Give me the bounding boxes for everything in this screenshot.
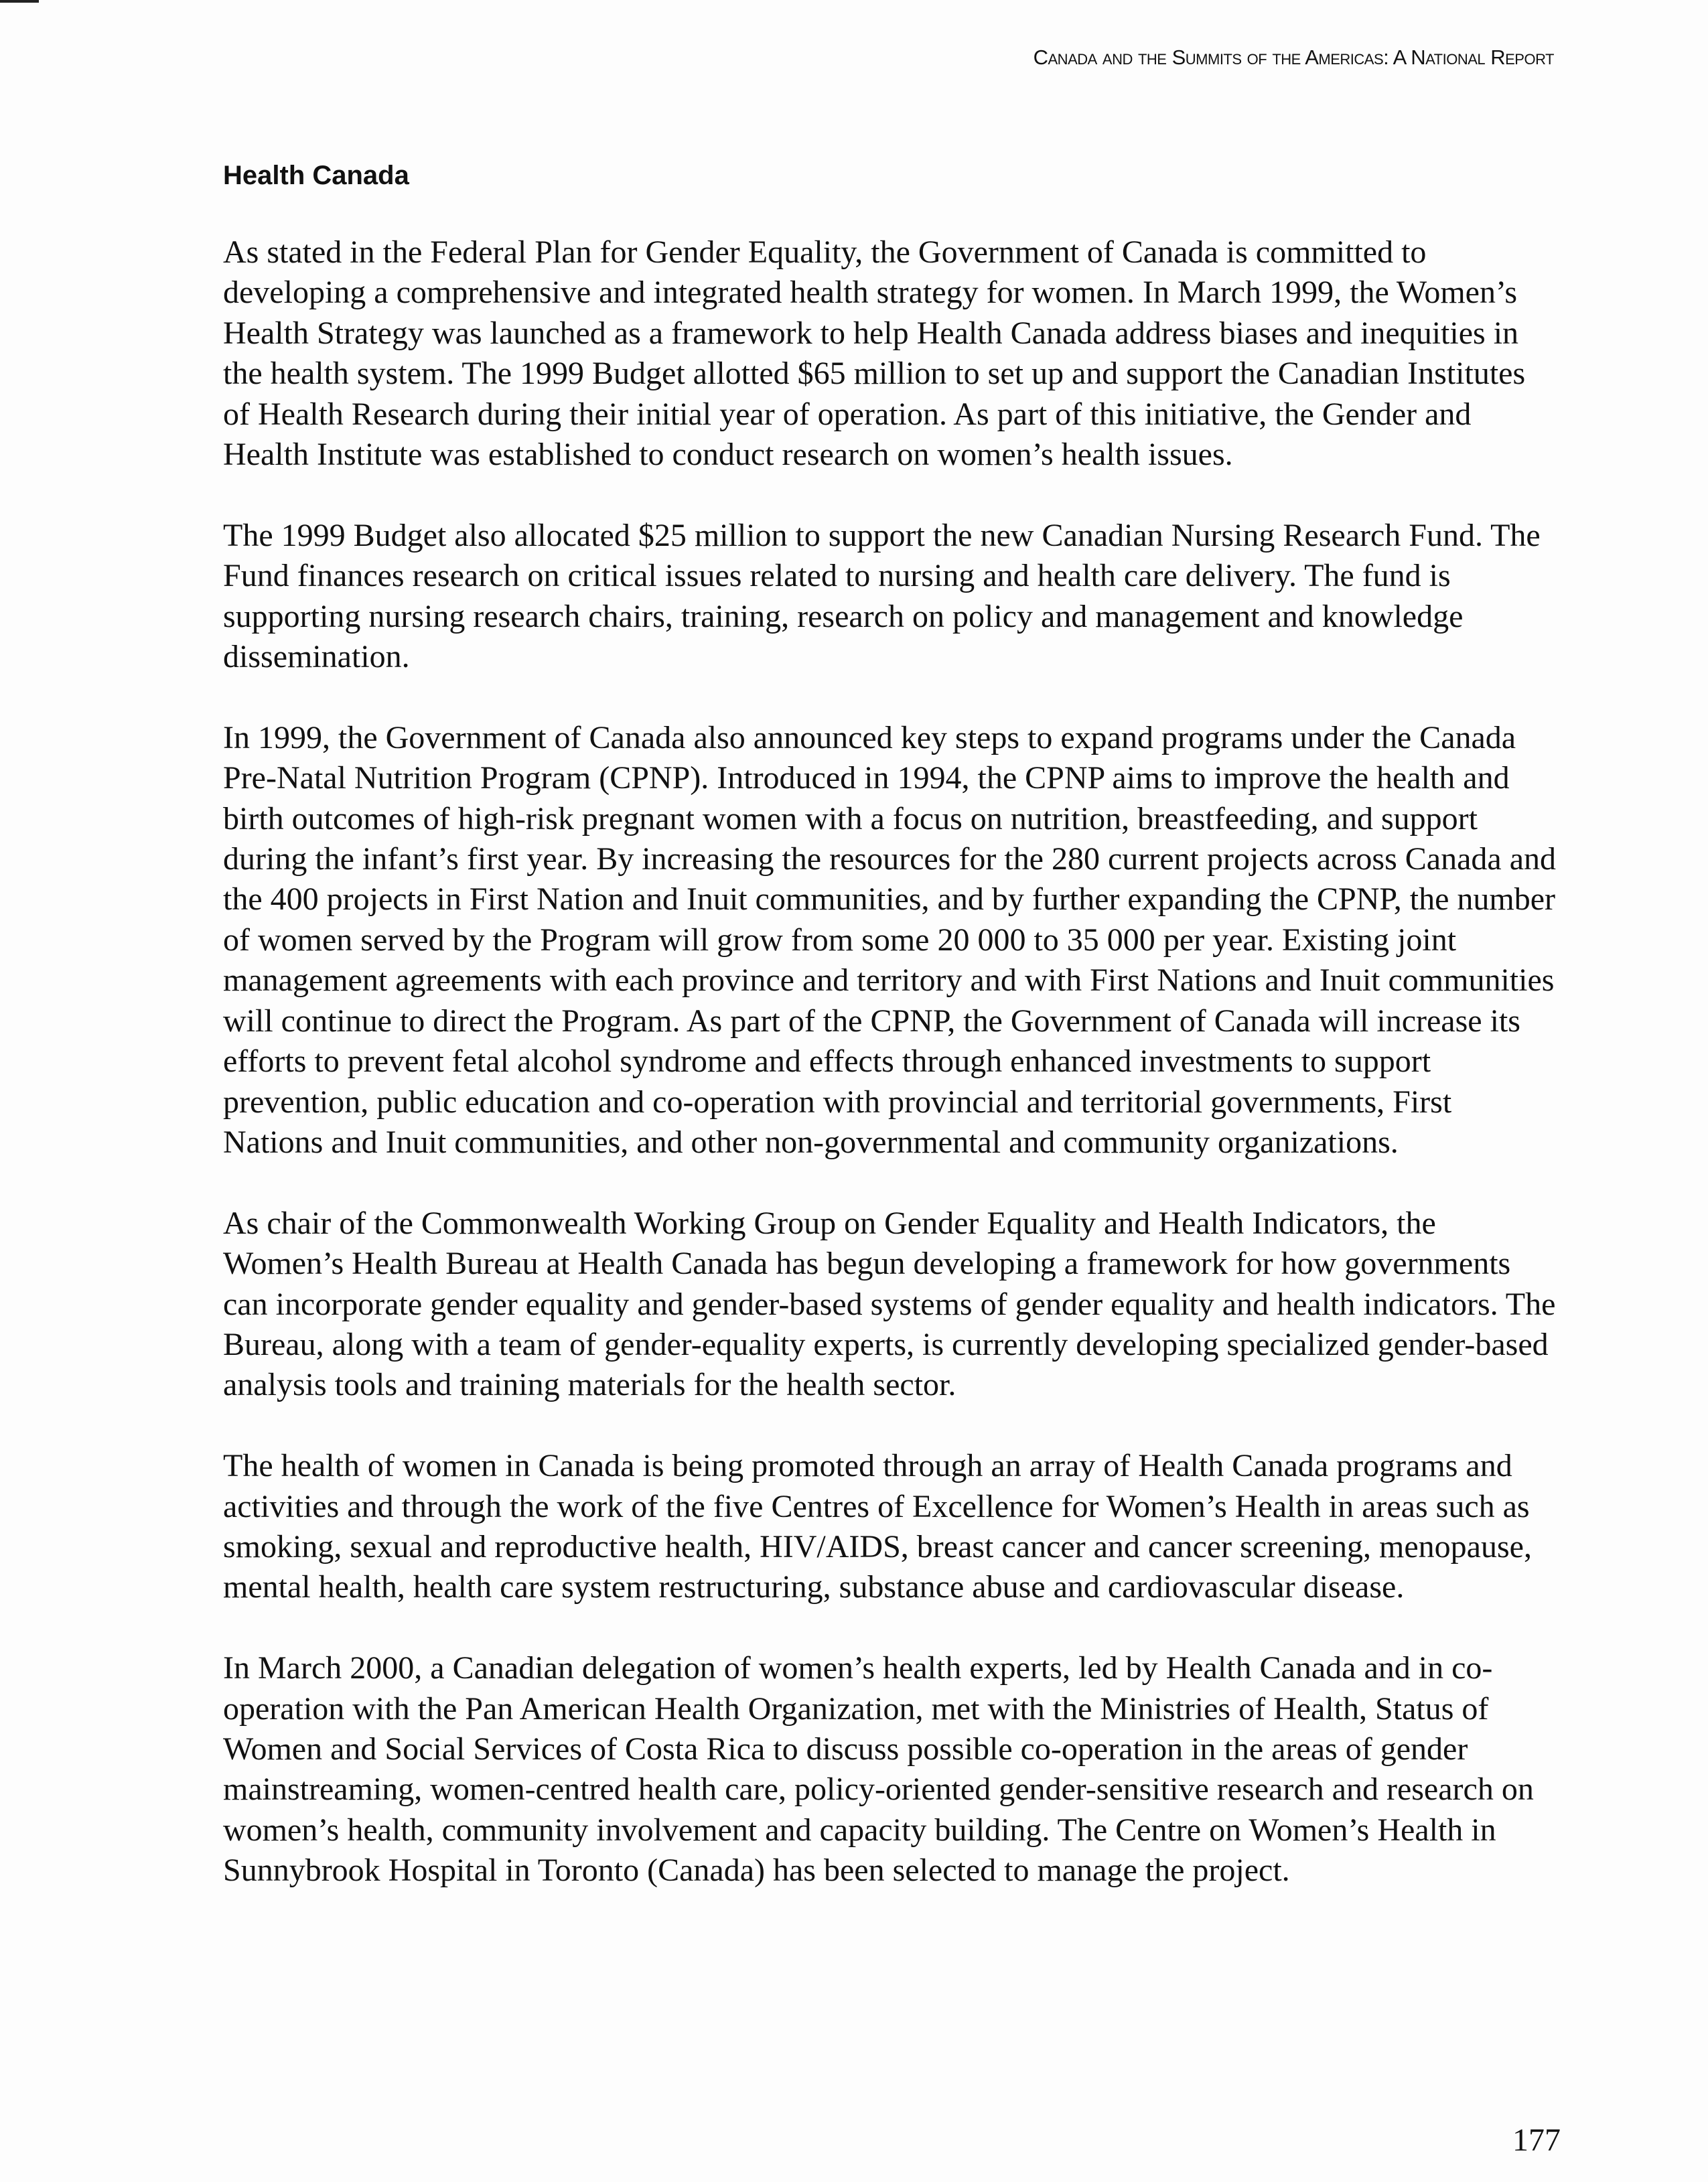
paragraph-prenatal-nutrition-program: In 1999, the Government of Canada also announced key steps to expand programs under the Canada Pre-Natal Nutrition Program (CPNP). Introduced in 1994, the CPNP aims to improve the health and birth outcomes of high-risk pregnant women with a focus on nutrition, breastfeeding, and support during the infant’s first year. By increasing the resources for the 280 current projects across Canada and the 400 projects in First Nation and Inuit communities, and by further expanding the CPNP, the number of women served by the Program will grow from some 20 000 to 35 000 per year. Existing joint management agreements with each province and territory and with First Nations and Inuit communities will continue to direct the Program. As part of the CPNP, the Government of Canada will increase its efforts to prevent fetal alcohol syndrome and effects through enhanced investments to support prevention, public education and co-operation with provincial and territorial governments, First Nations and Inuit communities, and other non-governmental and community organizations.: [223, 719, 1557, 1160]
paragraph-commonwealth-working-group: As chair of the Commonwealth Working Group on Gender Equality and Health Indicators, the Women’s Health Bureau at Health Canada has begun developing a framework for how governments can incorporate gender equality and gender-based systems of gender equality and health indicators. The Bureau, along with a team of gender-equality experts, is currently developing specialized gender-based analysis tools and training materials for the health sector.: [223, 1205, 1556, 1403]
paragraph-costa-rica-delegation: In March 2000, a Canadian delegation of women’s health experts, led by Health Canada and in co-operation with the Pan American Health Organization, met with the Ministries of Health, Status of Women and Social Services of Costa Rica to discuss possible co-operation in the areas of gender mainstreaming, women-centred health care, policy-oriented gender-sensitive research and research on women’s health, community involvement and capacity building. The Centre on Women’s Health in Sunnybrook Hospital in Toronto (Canada) has been selected to manage the project.: [223, 1650, 1534, 1889]
paragraph-womens-health-strategy: As stated in the Federal Plan for Gender Equality, the Government of Canada is committed to developing a comprehensive and integrated health strategy for women. In March 1999, the Women’s Health Strategy was launched as a framework to help Health Canada address biases and inequities in the health system. The 1999 Budget allotted $65 million to set up and support the Canadian Institutes of Health Research during their initial year of operation. As part of this initiative, the Gender and Health Institute was established to conduct research on women’s health issues.: [223, 234, 1526, 473]
running-header: Canada and the Summits of the Americas: A National Report: [1033, 46, 1554, 69]
section-heading: Health Canada: [223, 161, 409, 190]
paragraph-centres-of-excellence: The health of women in Canada is being promoted through an array of Health Canada programs and activities and through the work of the five Centres of Excellence for Women’s Health in areas such as smoking, sexual and reproductive health, HIV/AIDS, breast cancer and cancer screening, menopause, mental health, health care system restructuring, substance abuse and cardiovascular disease.: [223, 1448, 1532, 1605]
paragraph-nursing-research-fund: The 1999 Budget also allocated $25 million to support the new Canadian Nursing Research Fund. The Fund finances research on critical issues related to nursing and health care delivery. The fund is supporting nursing research chairs, training, research on policy and management and knowledge dissemination.: [223, 517, 1541, 675]
scan-edge-mark: [0, 0, 39, 3]
page-number: 177: [1512, 2122, 1561, 2158]
body-text: [223, 232, 1556, 1891]
